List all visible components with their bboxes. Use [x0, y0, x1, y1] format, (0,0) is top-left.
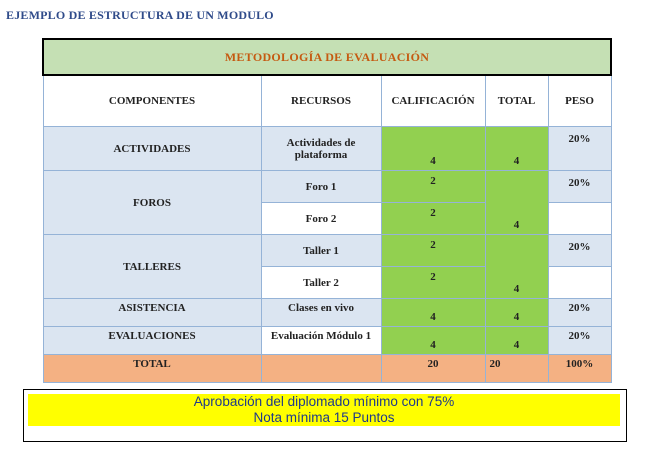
peso-evaluaciones: 20%: [548, 327, 611, 355]
componente-asistencia: ASISTENCIA: [43, 299, 261, 327]
recurso-taller-2: Taller 2: [261, 267, 381, 299]
header-total: TOTAL: [485, 75, 548, 127]
approval-note-highlight: [28, 394, 620, 426]
peso-asistencia: 20%: [548, 299, 611, 327]
total-evaluaciones: 4: [485, 327, 548, 355]
header-calificacion: CALIFICACIÓN: [381, 75, 485, 127]
table-title: METODOLOGÍA DE EVALUACIÓN: [43, 39, 611, 75]
footer-recurso: [261, 355, 381, 383]
approval-note-box: [23, 389, 627, 442]
footer-calificacion: 20: [381, 355, 485, 383]
peso-talleres-empty: [548, 267, 611, 299]
table-row-foros-1: [43, 171, 611, 203]
recurso-evaluaciones: Evaluación Módulo 1: [261, 327, 381, 355]
recurso-actividades-line2: plataforma: [294, 148, 348, 161]
table-row-total: [43, 355, 611, 383]
peso-foros-empty: [548, 203, 611, 235]
table-row-actividades: [43, 127, 611, 171]
recurso-asistencia: Clases en vivo: [261, 299, 381, 327]
footer-total: 20: [485, 355, 548, 383]
recurso-foro-2: Foro 2: [261, 203, 381, 235]
calificacion-taller-1: 2: [381, 235, 485, 267]
header-peso: PESO: [548, 75, 611, 127]
total-foros: 4: [485, 171, 548, 235]
calificacion-taller-2: 2: [381, 267, 485, 299]
header-recursos: RECURSOS: [261, 75, 381, 127]
footer-total-label: TOTAL: [43, 355, 261, 383]
recurso-foro-1: Foro 1: [261, 171, 381, 203]
table-row-asistencia: [43, 299, 611, 327]
componente-evaluaciones: EVALUACIONES: [43, 327, 261, 355]
footer-peso: 100%: [548, 355, 611, 383]
approval-note-line2: Nota mínima 15 Puntos: [253, 410, 395, 425]
document-title: EJEMPLO DE ESTRUCTURA DE UN MODULO: [6, 8, 274, 22]
recurso-taller-1: Taller 1: [261, 235, 381, 267]
componente-actividades: ACTIVIDADES: [43, 127, 261, 171]
recurso-actividades: [261, 127, 381, 171]
calificacion-asistencia: 4: [381, 299, 485, 327]
componente-foros: FOROS: [43, 171, 261, 235]
componente-talleres: TALLERES: [43, 235, 261, 299]
peso-foros: 20%: [548, 171, 611, 203]
total-asistencia: 4: [485, 299, 548, 327]
peso-talleres: 20%: [548, 235, 611, 267]
calificacion-foro-2: 2: [381, 203, 485, 235]
recurso-actividades-line1: Actividades de: [286, 136, 356, 149]
peso-actividades: 20%: [548, 127, 611, 171]
table-row-evaluaciones: [43, 327, 611, 355]
approval-note-line1: Aprobación del diplomado mínimo con 75%: [193, 394, 455, 409]
header-componentes: COMPONENTES: [43, 75, 261, 127]
total-talleres: 4: [485, 235, 548, 299]
calificacion-actividades: 4: [381, 127, 485, 171]
calificacion-evaluaciones: 4: [381, 327, 485, 355]
evaluation-table: [42, 38, 612, 383]
table-row-talleres-1: [43, 235, 611, 267]
calificacion-foro-1: 2: [381, 171, 485, 203]
total-actividades: 4: [485, 127, 548, 171]
